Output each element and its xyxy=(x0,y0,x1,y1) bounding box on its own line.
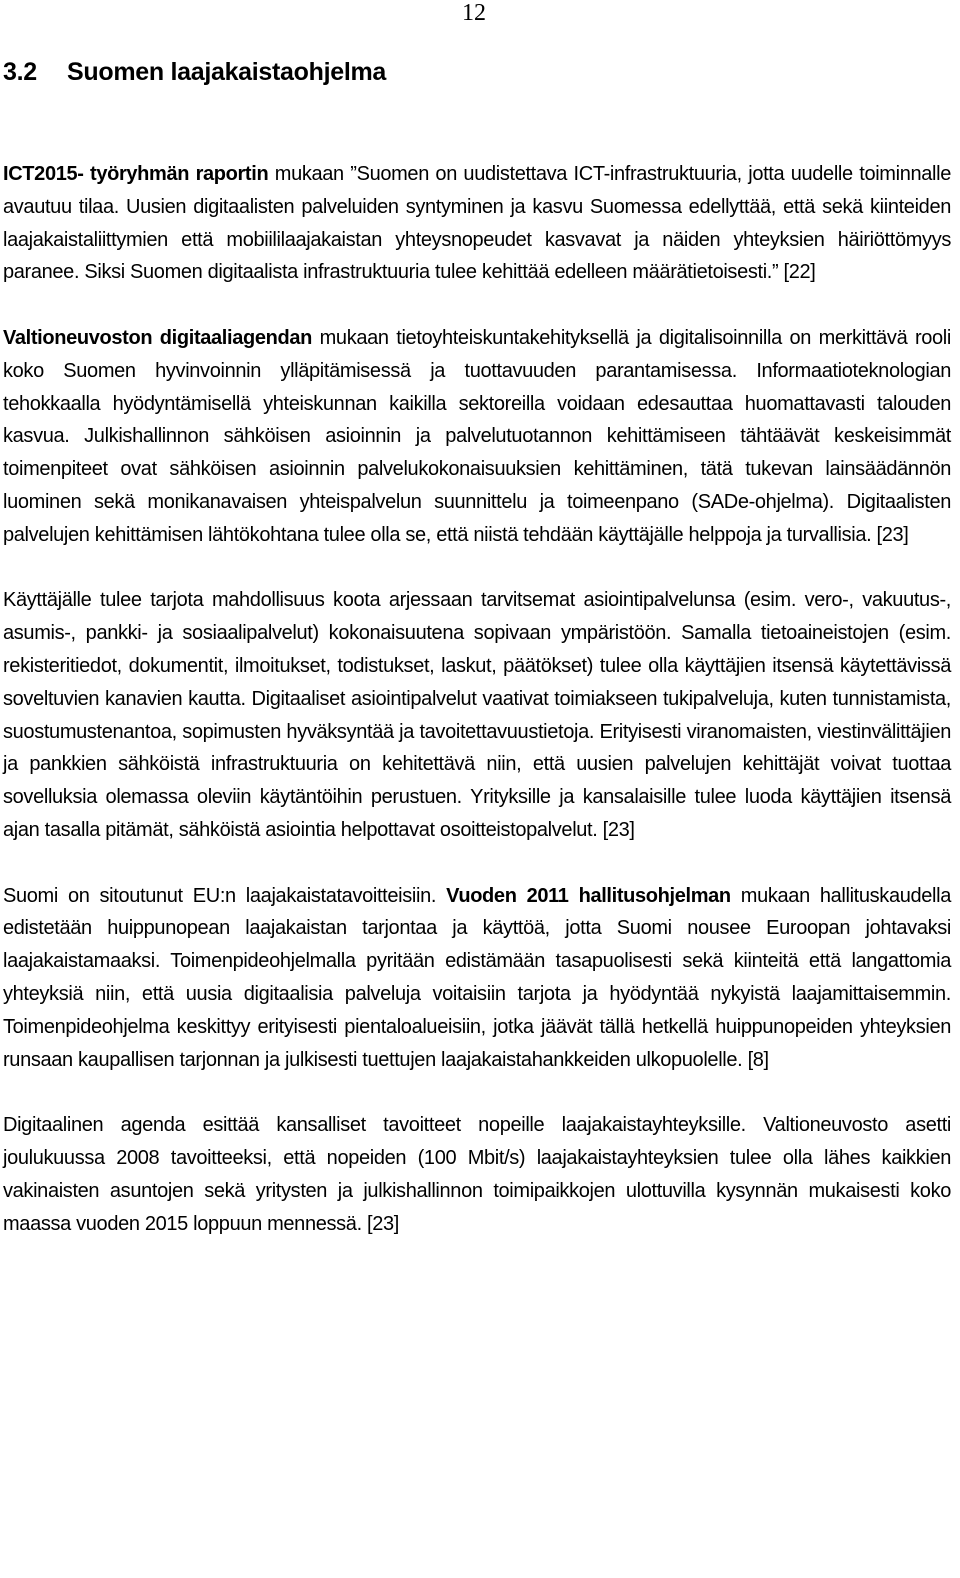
section-title: Suomen laajakaistaohjelma xyxy=(67,58,387,86)
paragraph xyxy=(3,158,951,289)
section-heading xyxy=(3,58,386,87)
paragraph-text: Käyttäjälle tulee tarjota mahdollisuus koota arjessaan tarvitsemat asiointipalvelunsa (esim. vero-, vakuutus-, asumis-, pankki- ja sosiaalipalvelut) kokonaisuutena sopivaan ympäristöön. Samalla tietoaineistojen (esim. rekisteritiedot, dokumentit, ilmoitukset, todistukset, laskut, päätökset) tulee olla käyttäjien itsensä käytettävissä soveltuvien kanavien kautta. Digitaaliset asiointipalvelut vaativat toimiakseen tukipalveluja, kuten tunnistamista, suostumustenantoa, sopimusten hyväksyntää ja tavoitettavuustietoja. Erityisesti viranomaisten, viestinvälittäjien ja pankkien sähköistä infrastruktuuria on kehitettävä niin, että uusien palvelujen kehittäjät voivat tuottaa sovelluksia olemassa oleviin käytäntöihin perustuen. Yrityksille ja kansalaisille tulee luoda käyttäjien itsensä ajan tasalla pitämät, sähköistä asiointia helpottavat osoitteistopalvelut. [23] xyxy=(3,589,951,841)
section-number: 3.2 xyxy=(3,58,37,86)
paragraph-text: Digitaalinen agenda esittää kansalliset tavoitteet nopeille laajakaistayhteyksille. Valtioneuvosto asetti joulukuussa 2008 tavoitteeksi, että nopeiden (100 Mbit/s) laajakaistayhteyksien tulee olla lähes kaikkien vakinaisten asuntojen sekä yritysten ja julkishallinnon toimipaikkojen ulottuvilla kysynnän mukaisesti koko maassa vuoden 2015 loppuun mennessä. [23] xyxy=(3,1114,951,1235)
paragraph xyxy=(3,880,951,1077)
paragraph xyxy=(3,1109,951,1240)
paragraph xyxy=(3,584,951,846)
page-number: 12 xyxy=(462,0,486,26)
paragraph xyxy=(3,322,951,552)
paragraph-text: mukaan hallituskaudella edistetään huippunopean laajakaistan tarjontaa ja käyttöä, jotta Suomi nousee Euroopan johtavaksi laajakaistamaaksi. Toimenpideohjelmalla pyritään edistämään tasapuolisesti sekä kiinteitä että langattomia yhteyksiä niin, että uusia digitaalisia palveluja voitaisiin tarjota ja hyödyntää nykyistä laajamittaisemmin. Toimenpideohjelma keskittyy erityisesti pientaloalueisiin, jotka jäävät tällä hetkellä huippunopeiden yhteyksien runsaan kaupallisen tarjonnan ja julkisesti tuettujen laajakaistahankkeiden ulkopuolelle. [8] xyxy=(3,884,952,1071)
document-body xyxy=(3,158,951,1273)
bold-term: ICT2015- työryhmän raportin xyxy=(3,163,269,185)
bold-term: Valtioneuvoston digitaaliagendan xyxy=(3,326,313,349)
paragraph-text: Suomi on sitoutunut EU:n laajakaistatavoitteisiin. xyxy=(3,884,447,907)
bold-term: Vuoden 2011 hallitusohjelman xyxy=(446,884,731,907)
paragraph-text: mukaan tietoyhteiskuntakehityksellä ja digitalisoinnilla on merkittävä rooli koko Suomen hyvinvoinnin ylläpitämisessä ja tuottavuuden parantamisessa. Informaatioteknologian tehokkaalla hyödyntämisellä yhteiskunnan kaikilla sektoreilla voidaan edesauttaa huomattavasti talouden kasvua. Julkishallinnon sähköisen asioinnin ja palvelutuotannon kehittämiseen tähtäävät keskeisimmät toimenpiteet ovat sähköisen asioinnin palvelukokonaisuuksien kehittäminen, tätä tukevan lainsäädännön luominen sekä monikanavaisen yhteispalvelun suunnittelu ja toimeenpano (SADe-ohjelma). Digitaalisten palvelujen kehittämisen lähtökohtana tulee olla se, että niistä tehdään käyttäjälle helppoja ja turvallisia. [23] xyxy=(3,326,951,546)
paragraph-text: mukaan ”Suomen on uudistettava ICT-infrastruktuuria, jotta uudelle toiminnalle avautuu tilaa. Uusien digitaalisten palveluiden syntyminen ja kasvu Suomessa edellyttää, että sekä kiinteiden laajakaistaliittymien että mobiililaajakaistan yhteysnopeudet kasvavat ja näiden yhteyksien häiriöttömyys paranee. Siksi Suomen digitaalista infrastruktuuria tulee kehittää edelleen määrätietoisesti.” [22] xyxy=(3,163,951,284)
